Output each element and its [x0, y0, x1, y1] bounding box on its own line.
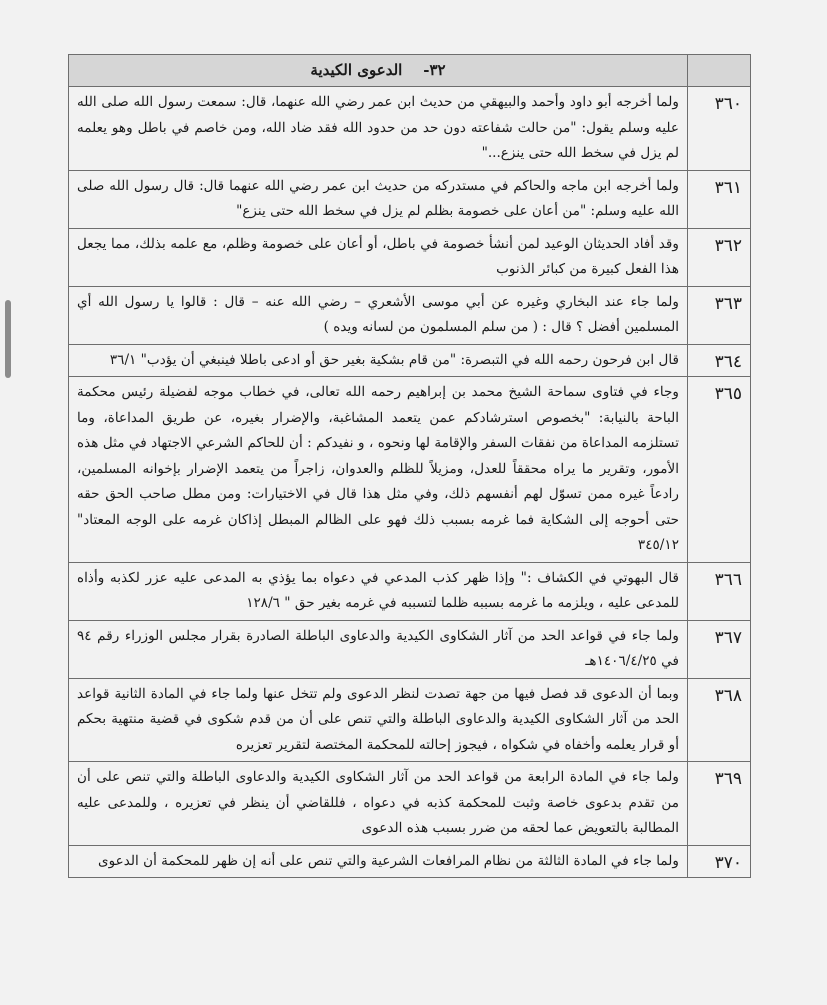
document-page	[68, 54, 751, 878]
clause-number: ٣٦٢	[688, 228, 751, 286]
clause-number: ٣٦١	[688, 170, 751, 228]
section-title	[69, 55, 688, 87]
clause-number: ٣٦٠	[688, 87, 751, 171]
clause-text: ولما أخرجه أبو داود وأحمد والبيهقي من حديث ابن عمر رضي الله عنهما، قال: سمعت رسول الله صلى الله عليه وسلم يقول: "من حالت شفاعته دون حد من حدود الله فقد ضاد الله، ومن خاصم في باطل وهو يعلمه لم يزل في سخط الله حتى ينزع..."	[69, 87, 688, 171]
clause-text: قال ابن فرحون رحمه الله في التبصرة: "من قام بشكية بغير حق أو ادعى باطلا فينبغي أن يؤدب" ٣٦/١	[69, 344, 688, 377]
clause-row	[69, 562, 751, 620]
clause-text: وبما أن الدعوى قد فصل فيها من جهة تصدت لنظر الدعوى ولم تتخل عنها ولما جاء في المادة الثانية قواعد الحد من آثار الشكاوى الكيدية والدعاوى الباطلة والتي تنص على أن من قدم شكوى في قضية منتهية بحكم أو قرار يعلمه وأخفاه في شكواه ، فيجوز إحالته للمحكمة المختصة لتقرير تعزيره	[69, 678, 688, 762]
clause-row	[69, 762, 751, 846]
clause-number: ٣٦٣	[688, 286, 751, 344]
clause-number: ٣٦٨	[688, 678, 751, 762]
clause-row	[69, 228, 751, 286]
clause-text: وجاء في فتاوى سماحة الشيخ محمد بن إبراهيم رحمه الله تعالى، في خطاب موجه لفضيلة رئيس محكمة الباحة بالنيابة: "بخصوص استرشادكم عمن يتعمد المشاغبة، والإضرار بغيره، عن طريق المداعاة، وما تستلزمه المداعاة من نفقات السفر والإقامة لها ونحوه ، و نفيدكم : أن للحاكم الشرعي الاجتهاد في مثل هذه الأمور، وتقرير ما يراه محققاً للعدل، ومزيلاً للظلم والعدوان، زاجراً من يتعمد الإضرار بإخوانه المسلمين، رادعاً غيره ممن تسوّل لهم أنفسهم ذلك، وفي مثل هذا قال في الاختيارات: ومن مطل صاحب الحق حقه حتى أحوجه إلى الشكاية فما غرمه بسبب ذلك فهو على الظالم المبطل إذاكان غرمه على الوجه المعتاد" ٣٤٥/١٢	[69, 377, 688, 563]
clause-row	[69, 377, 751, 563]
clause-text: ولما أخرجه ابن ماجه والحاكم في مستدركه من حديث ابن عمر رضي الله عنهما قال: قال رسول الله صلى الله عليه وسلم: "من أعان على خصومة بظلم لم يزل في سخط الله حتى ينزع"	[69, 170, 688, 228]
clause-text: ولما جاء في المادة الرابعة من قواعد الحد من آثار الشكاوى الكيدية والدعاوى الباطلة والتي تنص على أن من تقدم بدعوى خاصة وثبت للمحكمة كذبه في دعواه ، فللقاضي أن ينظر في تعزيره ، وللمدعى عليه المطالبة بالتعويض عما لحقه من ضرر بسبب هذه الدعوى	[69, 762, 688, 846]
clause-number: ٣٦٩	[688, 762, 751, 846]
section-header-row	[69, 55, 751, 87]
clause-number: ٣٦٦	[688, 562, 751, 620]
section-number: ٣٢-	[423, 61, 446, 79]
clause-number: ٣٦٧	[688, 620, 751, 678]
scrollbar-thumb[interactable]	[5, 300, 11, 378]
clause-row	[69, 620, 751, 678]
clause-row	[69, 170, 751, 228]
clause-number: ٣٦٤	[688, 344, 751, 377]
clause-text: ولما جاء في المادة الثالثة من نظام المرافعات الشرعية والتي تنص على أنه إن ظهر للمحكمة أن الدعوى	[69, 845, 688, 878]
clause-row	[69, 845, 751, 878]
clauses-table	[68, 54, 751, 878]
clause-text: قال البهوتي في الكشاف :" وإذا ظهر كذب المدعي في دعواه بما يؤذي به المدعى عليه عزر لكذبه وأذاه للمدعى عليه ، ويلزمه ما غرمه بسببه ظلما لتسببه في غرمه بغير حق " ١٢٨/٦	[69, 562, 688, 620]
clause-number: ٣٦٥	[688, 377, 751, 563]
clause-text: ولما جاء في قواعد الحد من آثار الشكاوى الكيدية والدعاوى الباطلة الصادرة بقرار مجلس الوزراء رقم ٩٤ في ١٤٠٦/٤/٢٥هـ	[69, 620, 688, 678]
clause-number: ٣٧٠	[688, 845, 751, 878]
clause-row	[69, 87, 751, 171]
clause-text: وقد أفاد الحديثان الوعيد لمن أنشأ خصومة في باطل، أو أعان على خصومة وظلم، مع علمه بذلك، مما يجعل هذا الفعل كبيرة من كبائر الذنوب	[69, 228, 688, 286]
clause-row	[69, 678, 751, 762]
section-title-text: الدعوى الكيدية	[310, 61, 403, 79]
clause-row	[69, 344, 751, 377]
section-header-number-cell	[688, 55, 751, 87]
clause-row	[69, 286, 751, 344]
clause-text: ولما جاء عند البخاري وغيره عن أبي موسى الأشعري – رضي الله عنه – قال : قالوا يا رسول الله أي المسلمين أفضل ؟ قال : ( من سلم المسلمون من لسانه ويده )	[69, 286, 688, 344]
